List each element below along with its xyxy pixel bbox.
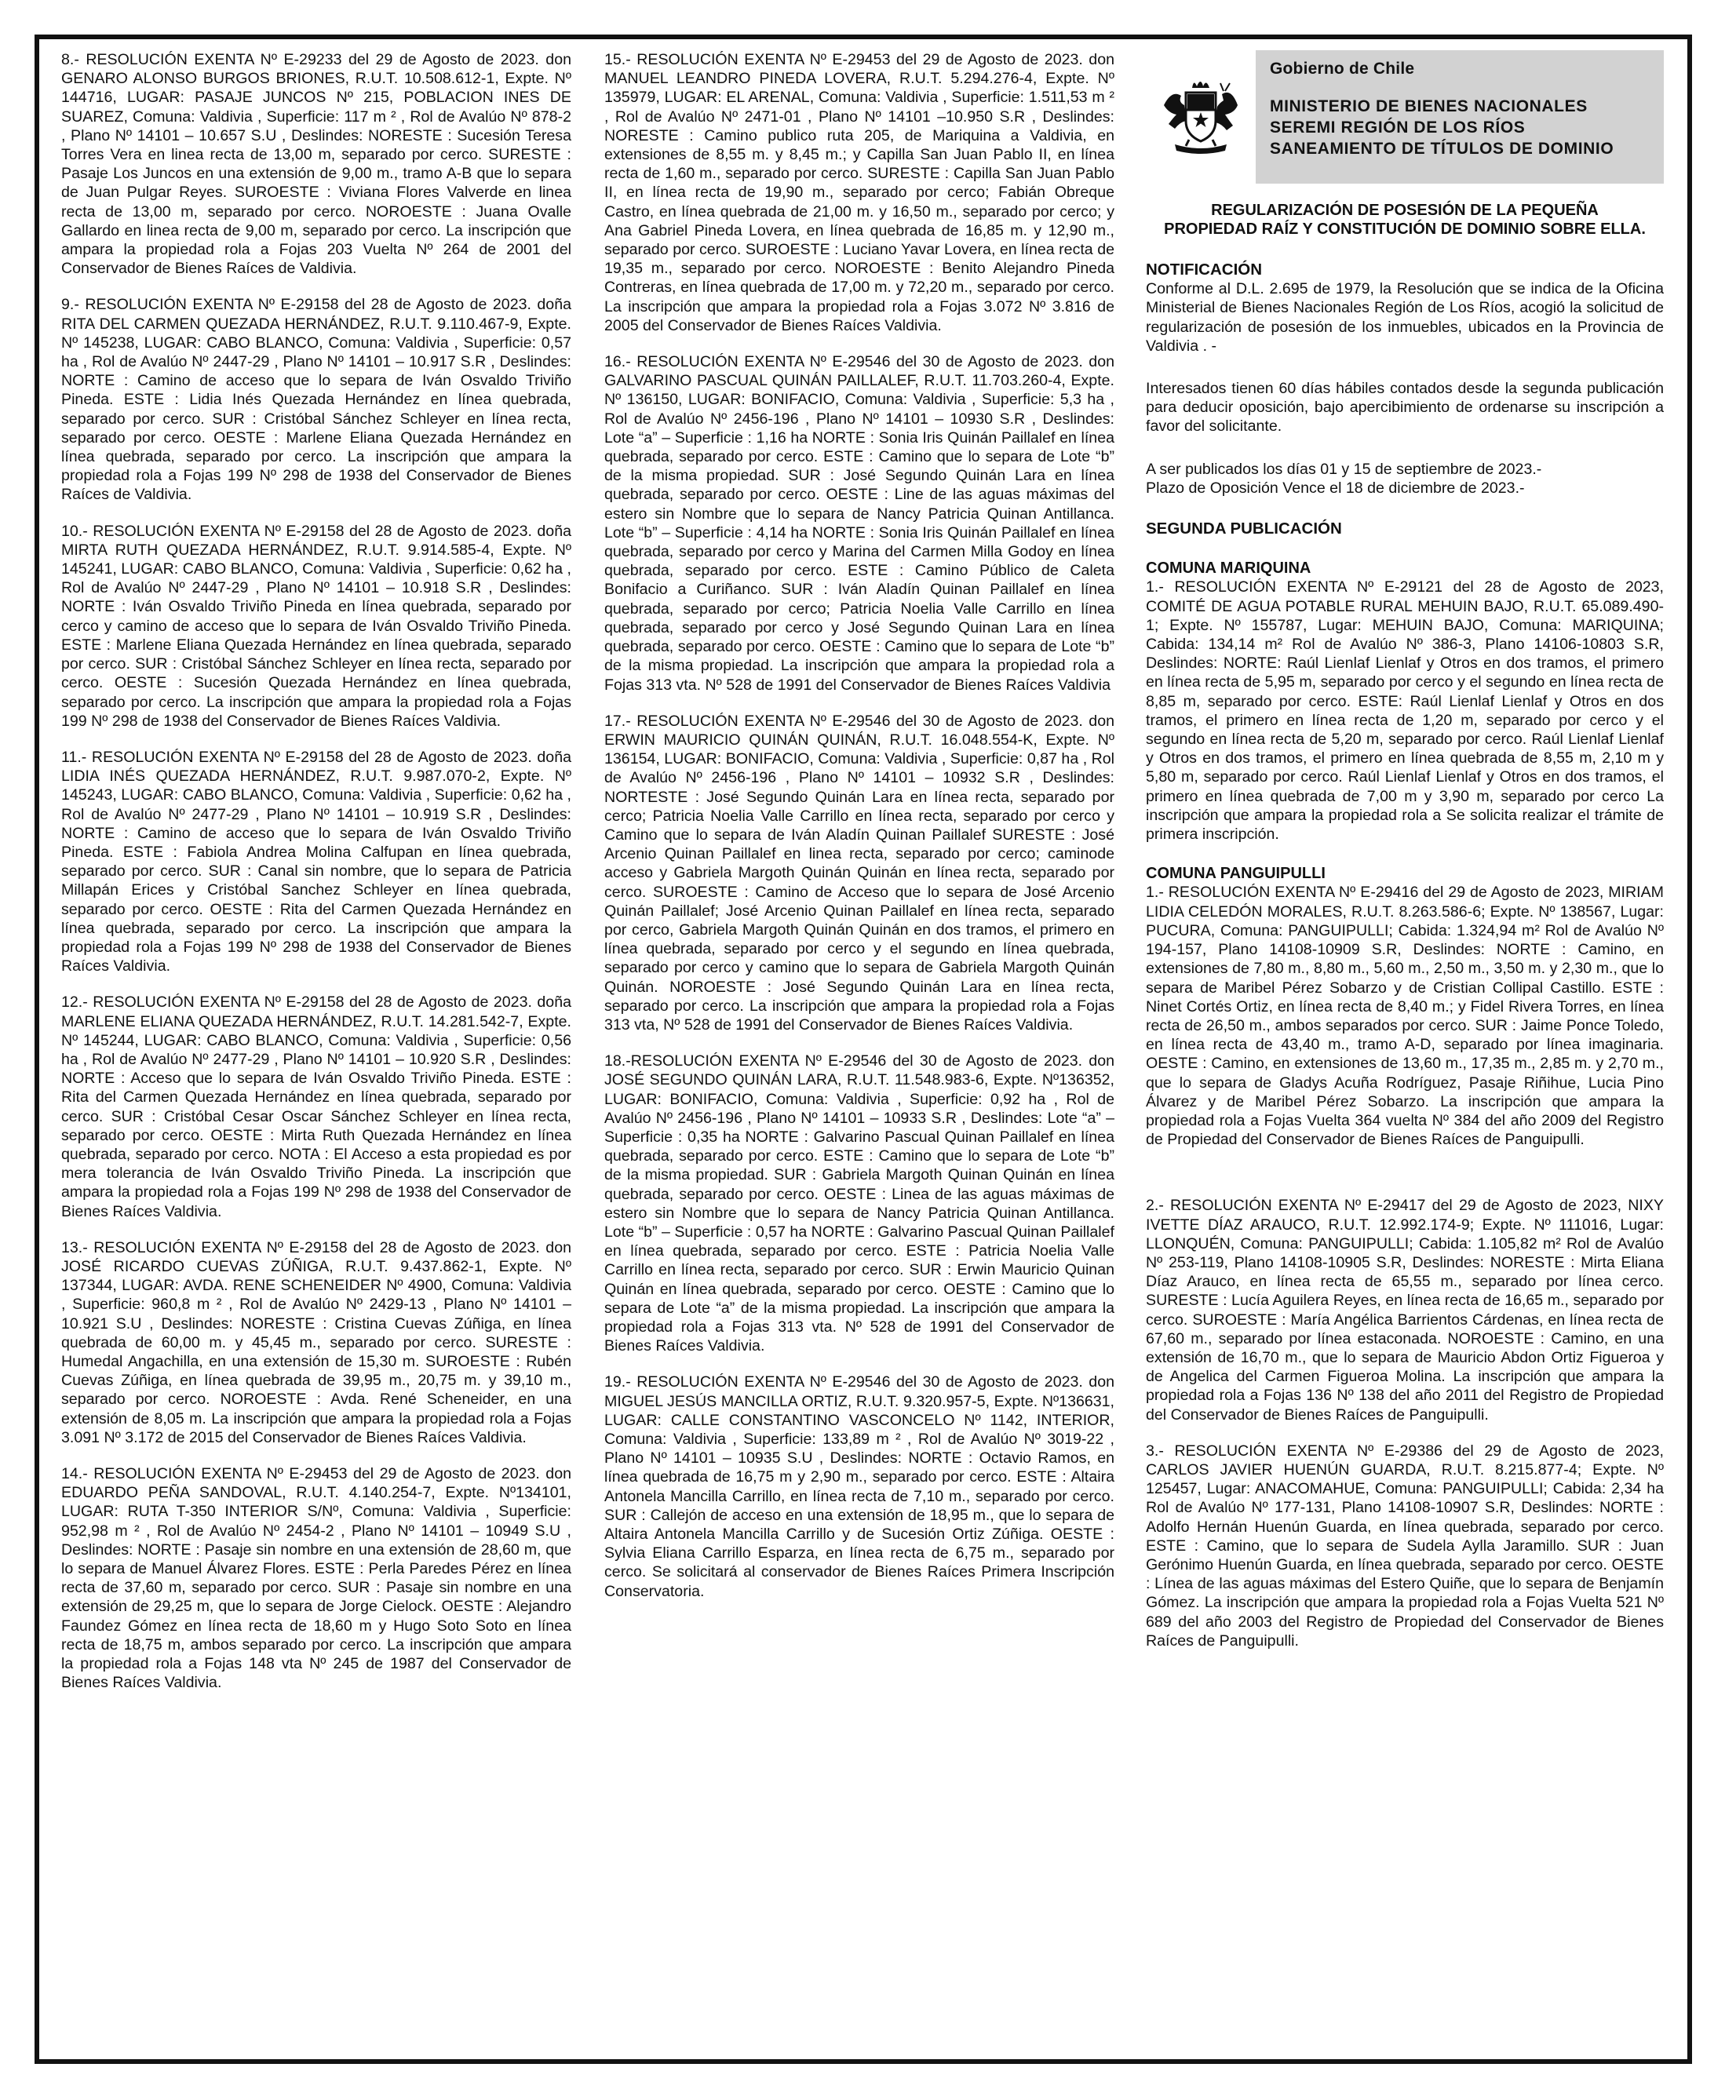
- column-3: [1146, 50, 1664, 1668]
- resolution-entry-15: 15.- RESOLUCIÓN EXENTA Nº E-29453 del 29 de Agosto de 2023. don MANUEL LEANDRO PINEDA LOVERA, R.U.T. 5.294.276-4, Expte. Nº 135979, LUGAR: EL ARENAL, Comuna: Valdivia , Superficie: 1.511,53 m ² , Rol de Avalúo Nº 2471-01 , Plano Nº 14101 –10.950 S.R , Deslindes: NORESTE : Camino publico ruta 205, de Mariquina a Valdivia, en extensiones de 8,55 m. y 8,45 m.; y Capilla San Juan Pablo II, en línea recta de 1,60 m., separado por cerco. SURESTE : Capilla San Juan Pablo II, en línea recta de 19,90 m., separado por cerco; Fabián Obreque Castro, en línea quebrada de 21,00 m. y 16,50 m., separado por cerco; y Ana Gabriel Pineda Lovera, en línea quebrada de 16,85 m. y 12,90 m., separado por cerco. SUROESTE : Luciano Yavar Lovera, en línea recta de 19,35 m., separado por cerco. NOROESTE : Benito Alejandro Pineda Contreras, en línea quebrada de 17,00 m. y 72,20 m., separado por cerco. La inscripción que ampara la propiedad rola a Fojas 3.072 Nº 3.816 de 2005 del Conservador de Bienes Raíces Valdivia.: [604, 51, 1114, 334]
- mariquina-entry-1: 1.- RESOLUCIÓN EXENTA Nº E-29121 del 28 de Agosto de 2023, COMITÉ DE AGUA POTABLE RURAL MEHUIN BAJO, R.U.T. 65.089.490-1; Expte. Nº 155787, Lugar: MEHUIN BAJO, Comuna: MARIQUINA; Cabida: 134,14 m² Rol de Avalúo Nº 386-3, Plano 14106-10803 S.R, Deslindes: NORTE: Raúl Lienlaf Lienlaf y Otros en dos tramos, el primero en línea recta de 5,95 m, separado por cerco y el segundo en línea recta de 8,85 m, separado por cerco. ESTE: Raúl Lienlaf Lienlaf y Otros en dos tramos, el primero en línea recta de 1,20 m, separado por cerco y el segundo en línea recta de 5,20 m, separado por cerco. Raúl Lienlaf Lienlaf y Otros en dos tramos, el primero en línea quebrada de 8,55 m, 2,10 m y 5,80 m, separado por cerco. Raúl Lienlaf Lienlaf y Otros en dos tramos, el primero en línea quebrada de 7,00 m y 3,90 m, separado por cerco La inscripción que ampara la propiedad rola a Se solicita realizar el trámite de primera inscripción.: [1146, 578, 1664, 844]
- notification-heading: NOTIFICACIÓN: [1146, 261, 1263, 279]
- resolution-entry-12: 12.- RESOLUCIÓN EXENTA Nº E-29158 del 28 de Agosto de 2023. doña MARLENE ELIANA QUEZADA HERNÁNDEZ, R.U.T. 14.281.542-7, Expte. Nº 145244, LUGAR: CABO BLANCO, Comuna: Valdivia , Superficie: 0,56 ha , Rol de Avalúo Nº 2477-29 , Plano Nº 14101 – 10.920 S.R , Deslindes: NORTE : Acceso que lo separa de Iván Osvaldo Triviño Pineda. ESTE : Rita del Carmen Quezada Hernández en línea quebrada, separado por cerco. SUR : Cristóbal Cesar Oscar Sánchez Schleyer en línea recta, separado por cerco. OESTE : Mirta Ruth Quezada Hernández en línea quebrada, separado por cerco. NOTA : El Acceso a esta propiedad es por mera tolerancia de Iván Osvaldo Triviño Pineda. La inscripción que ampara la propiedad rola a Fojas 199 Nº 298 de 1938 del Conservador de Bienes Raíces Valdivia.: [61, 993, 571, 1220]
- panguipulli-entry-3: 3.- RESOLUCIÓN EXENTA Nº E-29386 del 29 de Agosto de 2023, CARLOS JAVIER HUENÚN GUARDA, R.U.T. 8.215.877-4; Expte. Nº 125457, Lugar: ANACOMAHUE, Comuna: PANGUIPULLI; Cabida: 2,34 ha Rol de Avalúo Nº 177-131, Plano 14108-10907 S.R, Deslindes: NORTE : Adolfo Hernán Huenún Guarda, en línea quebrada, separado por cerco. ESTE : Camino, que lo separa de Sudela Aylla Jaramillo. SUR : Juan Gerónimo Huenún Guarda, en línea quebrada, separado por cerco. OESTE : Línea de las aguas máximas del Estero Quiñe, que lo separa de Benjamín Gómez. La inscripción que ampara la propiedad rola a Fojas Vuelta 521 Nº 689 del año 2003 del Registro de Propiedad del Conservador de Bienes Raíces de Panguipulli.: [1146, 1442, 1664, 1650]
- notice-title-line-2: PROPIEDAD RAÍZ Y CONSTITUCIÓN DE DOMINIO SOBRE ELLA.: [1164, 221, 1646, 238]
- resolution-entry-11: 11.- RESOLUCIÓN EXENTA Nº E-29158 del 28 de Agosto de 2023. doña LIDIA INÉS QUEZADA HERNÁNDEZ, R.U.T. 9.987.070-2, Expte. Nº 145243, LUGAR: CABO BLANCO, Comuna: Valdivia , Superficie: 0,62 ha , Rol de Avalúo Nº 2477-29 , Plano Nº 14101 – 10.919 S.R , Deslindes: NORTE : Camino de acceso que lo separa de Iván Osvaldo Triviño Pineda. ESTE : Fabiola Andrea Molina Calfupan en línea quebrada, separado por cerco. SUR : Canal sin nombre, que lo separa de Patricia Millapán Erices y Cristóbal Sanchez Schleyer en línea quebrada, separado por cerco. OESTE : Rita del Carmen Quezada Hernández en línea quebrada, separado por cerco. La inscripción que ampara la propiedad rola a Fojas 199 Nº 298 de 1938 del Conservador de Bienes Raíces Valdivia.: [61, 748, 571, 975]
- resolution-entry-13: 13.- RESOLUCIÓN EXENTA Nº E-29158 del 28 de Agosto de 2023. don JOSÉ RICARDO CUEVAS ZÚÑIGA, R.U.T. 9.437.862-1, Expte. Nº 137344, LUGAR: AVDA. RENE SCHENEIDER Nº 4900, Comuna: Valdivia , Superficie: 960,8 m ² , Rol de Avalúo Nº 2429-13 , Plano Nº 14101 – 10.921 S.U , Deslindes: NORESTE : Cristina Cuevas Zúñiga, en línea quebrada de 60,00 m. y 45,45 m., separado por cerco. SURESTE : Humedal Angachilla, en una extensión de 15,30 m. SUROESTE : Rubén Cuevas Zúñiga, en línea quebrada de 39,95 m., 20,75 m. y 39,10 m., separado por cerco. NOROESTE : Avda. René Scheneider, en una extensión de 8,05 m. La inscripción que ampara la propiedad rola a Fojas 3.091 Nº 3.172 de 2015 del Conservador de Bienes Raíces Valdivia.: [61, 1238, 571, 1446]
- comuna-mariquina-heading: COMUNA MARIQUINA: [1146, 560, 1311, 578]
- logo-container: [1146, 50, 1256, 184]
- second-publication-heading: SEGUNDA PUBLICACIÓN: [1146, 520, 1342, 538]
- ministry-line-3: SANEAMIENTO DE TÍTULOS DE DOMINIO: [1270, 140, 1614, 159]
- notification-paragraph-2: Interesados tienen 60 días hábiles contados desde la segunda publicación para deducir oposición, bajo apercibimiento de ordenarse su inscripción a favor del solicitante.: [1146, 380, 1664, 436]
- chile-coat-of-arms-icon: [1158, 74, 1244, 160]
- panguipulli-entry-2: 2.- RESOLUCIÓN EXENTA Nº E-29417 del 29 de Agosto de 2023, NIXY IVETTE DÍAZ ARAUCO, R.U.T. 12.992.174-9; Expte. Nº 111016, Lugar: LLONQUÉN, Comuna: PANGUIPULLI; Cabida: 1.105,82 m² Rol de Avalúo Nº 253-119, Plano 14108-10905 S.R, Deslindes: NORESTE : Mirta Eliana Díaz Arauco, en línea recta de 65,55 m., separado por línea cerco. SURESTE : Lucía Aguilera Reyes, en línea recta de 16,65 m., separado por cerco. SUROESTE : María Angélica Barrientos Cárdenas, en línea recta de 67,60 m., separado por línea estaconada. NOROESTE : Camino, en una extensión de 16,70 m., que lo separa de Mauricio Abdon Ortiz Figueroa y de Angelica del Carmen Figueroa Molina. La inscripción que ampara la propiedad rola a Fojas 136 Nº 138 del año 2011 del Registro de Propiedad del Conservador de Bienes Raíces de Panguipulli.: [1146, 1197, 1664, 1424]
- ministry-line-1: MINISTERIO DE BIENES NACIONALES: [1270, 97, 1588, 116]
- panguipulli-entry-1: 1.- RESOLUCIÓN EXENTA Nº E-29416 del 29 de Agosto de 2023, MIRIAM LIDIA CELEDÓN MORALES, R.U.T. 8.263.586-6; Expte. Nº 138567, Lugar: PUCURA, Comuna: PANGUIPULLI; Cabida: 1.324,94 m² Rol de Avalúo Nº 194-157, Plano 14108-10909 S.R, Deslindes: NORTE : Camino, en extensiones de 7,80 m., 8,80 m., 5,60 m., 2,50 m., 3,50 m. y 2,30 m., que lo separa de Maribel Pérez Sobarzo y de Cristian Collipal Castillo. ESTE : Ninet Cortés Ortiz, en línea recta de 8,40 m.; y Fidel Rivera Torres, en línea recta de 26,50 m., ambos separados por cerco. SUR : Jaime Ponce Toledo, en línea recta de 43,40 m., tramo A-D, separado por línea imaginaria. OESTE : Camino, en extensiones de 13,60 m., 17,35 m., 2,85 m. y 2,70 m., que lo separa de Gladys Acuña Rodríguez, Pasaje Riñihue, Lucia Pino Álvarez y de Maribel Pérez Sobarzo. La inscripción que ampara la propiedad rola a Fojas Vuelta 364 vuelta Nº 384 del año 2009 del Registro de Propiedad del Conservador de Bienes Raíces de Panguipulli.: [1146, 884, 1664, 1149]
- notice-title: [1146, 201, 1664, 239]
- opposition-deadline-line: Plazo de Oposición Vence el 18 de diciembre de 2023.-: [1146, 479, 1525, 497]
- comuna-panguipulli-heading: COMUNA PANGUIPULLI: [1146, 865, 1326, 883]
- resolution-entry-19: 19.- RESOLUCIÓN EXENTA Nº E-29546 del 30 de Agosto de 2023. don MIGUEL JESÚS MANCILLA ORTIZ, R.U.T. 9.320.957-5, Expte. Nº136631, LUGAR: CALLE CONSTANTINO VASCONCELO Nº 1142, INTERIOR, Comuna: Valdivia , Superficie: 133,89 m ² , Rol de Avalúo Nº 3019-22 , Plano Nº 14101 – 10935 S.U , Deslindes: NORTE : Octavio Ramos, en línea quebrada de 16,75 m y 2,90 m., separado por cerco. ESTE : Altaira Antonela Mancilla Carrillo, en línea recta de 7,10 m., separado por cerco. SUR : Callejón de acceso en una extensión de 18,95 m., que lo separa de Altaira Antonela Mancilla Carrillo y de Sucesión Ortiz Zúñiga. OESTE : Sylvia Eliana Carrillo Esparza, en línea recta de 6,75 m., separado por cerco. Se solicitará al conservador de Bienes Raíces Primera Inscripción Conservatoria.: [604, 1373, 1114, 1600]
- resolution-entry-9: 9.- RESOLUCIÓN EXENTA Nº E-29158 del 28 de Agosto de 2023. doña RITA DEL CARMEN QUEZADA HERNÁNDEZ, R.U.T. 9.110.467-9, Expte. Nº 145238, LUGAR: CABO BLANCO, Comuna: Valdivia , Superficie: 0,57 ha , Rol de Avalúo Nº 2447-29 , Plano Nº 14101 – 10.917 S.R , Deslindes: NORTE : Camino de acceso que lo separa de Iván Osvaldo Triviño Pineda. ESTE : Lidia Inés Quezada Hernández en línea quebrada, separado por cerco. SUR : Cristóbal Sánchez Schleyer en línea recta, separado por cerco. OESTE : Marlene Eliana Quezada Hernández en línea quebrada, separado por cerco. La inscripción que ampara la propiedad rola a Fojas 199 Nº 298 de 1938 del Conservador de Bienes Raíces de Valdivia.: [61, 296, 571, 504]
- ministry-line-2: SEREMI REGIÓN DE LOS RÍOS: [1270, 118, 1526, 137]
- resolution-entry-17: 17.- RESOLUCIÓN EXENTA Nº E-29546 del 30 de Agosto de 2023. don ERWIN MAURICIO QUINÁN QUINÁN, R.U.T. 16.048.554-K, Expte. Nº 136154, LUGAR: BONIFACIO, Comuna: Valdivia , Superficie: 0,87 ha , Rol de Avalúo Nº 2456-196 , Plano Nº 14101 – 10932 S.R , Deslindes: NORTESTE : José Segundo Quinán Lara en línea recta, separado por cerco; Patricia Noelia Valle Carrillo en línea recta, separado por cerco y Camino que lo separa de Iván Aladín Quinan Paillalef SURESTE : José Arcenio Quinan Paillalef en linea recta, separado por cerco; caminode acceso y Gabriela Margoth Quinán Quinán en línea recta, separado por cerco. SUROESTE : Camino de Acceso que lo separa de José Arcenio Quinán Paillalef; José Arcenio Quinan Paillalef en línea recta, separado por cerco, Gabriela Margoth Quinán Quinán en dos tramos, el primero en línea quebrada, separado por cerco y el segundo en línea quebrada, separado por cerco y camino que lo separa de Gabriela Margoth Quinán Quinán. NOROESTE : José Segundo Quinán Lara en línea recta, separado por cerco. La inscripción que ampara la propiedad rola a Fojas 313 vta, Nº 528 de 1991 del Conservador de Bienes Raíces Valdivia.: [604, 712, 1114, 1034]
- resolution-entry-14: 14.- RESOLUCIÓN EXENTA Nº E-29453 del 29 de Agosto de 2023. don EDUARDO PEÑA SANDOVAL, R.U.T. 4.140.254-7, Expte. Nº134101, LUGAR: RUTA T-350 INTERIOR S/Nº, Comuna: Valdivia , Superficie: 952,98 m ² , Rol de Avalúo Nº 2454-2 , Plano Nº 14101 – 10949 S.U , Deslindes: NORTE : Pasaje sin nombre en una extensión de 28,60 m, que lo separa de Manuel Álvarez Flores. ESTE : Perla Paredes Pérez en línea recta de 37,60 m, separado por cerco. SUR : Pasaje sin nombre en una extensión de 29,25 m, que lo separa de Jorge Cielock. OESTE : Alejandro Faundez Gómez en línea recta de 18,60 m y Hugo Soto Soto en línea recta de 18,75 m, ambos separado por cerco. La inscripción que ampara la propiedad rola a Fojas 148 vta Nº 245 de 1987 del Conservador de Bienes Raíces Valdivia.: [61, 1465, 571, 1692]
- notification-paragraph-1: Conforme al D.L. 2.695 de 1979, la Resolución que se indica de la Oficina Ministerial de Bienes Nacionales Región de Los Ríos, acogió la solicitud de regularización de posesión de los inmuebles, ubicados en la Provincia de Valdivia . -: [1146, 280, 1664, 355]
- column-1: [61, 50, 571, 1709]
- government-header: [1146, 50, 1664, 184]
- resolution-entry-16: 16.- RESOLUCIÓN EXENTA Nº E-29546 del 30 de Agosto de 2023. don GALVARINO PASCUAL QUINÁN PAILLALEF, R.U.T. 11.703.260-4, Expte. Nº 136150, LUGAR: BONIFACIO, Comuna: Valdivia , Superficie: 5,3 ha , Rol de Avalúo Nº 2456-196 , Plano Nº 14101 – 10930 S.R , Deslindes: Lote “a” – Superficie : 1,16 ha NORTE : Sonia Iris Quinán Paillalef en línea quebrada, separado por cerco. ESTE : Camino que lo separa de Lote “b” de la misma propiedad. SUR : José Segundo Quinán Lara en línea quebrada, separado por cerco. OESTE : Line de las aguas máximas del estero sin Nombre que lo separa de Nancy Patricia Quinan Antillanca. Lote “b” – Superficie : 4,14 ha NORTE : Sonia Iris Quinán Paillalef en línea quebrada, separado por cerco y Marina del Carmen Milla Godoy en línea quebrada, separado por cerco. ESTE : Camino Público de Caleta Bonifacio a Curiñanco. SUR : Iván Aladín Quinan Paillalef en línea quebrada, separado por cerco; Patricia Noelia Valle Carrillo en línea quebrada, separado por cerco y José Segundo Quinan Lara en línea quebrada, separado por cerco. OESTE : Camino que lo separa de Lote “b” de la misma propiedad. La inscripción que ampara la propiedad rola a Fojas 313 vta. Nº 528 de 1991 del Conservador de Bienes Raíces Valdivia: [604, 353, 1114, 694]
- publication-dates-line: A ser publicados los días 01 y 15 de septiembre de 2023.-: [1146, 460, 1542, 478]
- government-name: Gobierno de Chile: [1270, 60, 1415, 78]
- resolution-entry-18: 18.-RESOLUCIÓN EXENTA Nº E-29546 del 30 de Agosto de 2023. don JOSÉ SEGUNDO QUINÁN LARA, R.U.T. 11.548.983-6, Expte. Nº136352, LUGAR: BONIFACIO, Comuna: Valdivia , Superficie: 0,92 ha , Rol de Avalúo Nº 2456-196 , Plano Nº 14101 – 10933 S.R , Deslindes: Lote “a” – Superficie : 0,35 ha NORTE : Galvarino Pascual Quinan Paillalef en línea quebrada, separado por cerco. ESTE : Camino que lo separa de Lote “b” de la misma propiedad. SUR : Gabriela Margoth Quinan Quinán en línea quebrada, separado por cerco. OESTE : Linea de las aguas máximas de estero sin Nombre que lo separa de Nancy Patricia Quinan Antillanca. Lote “b” – Superficie : 0,57 ha NORTE : Galvarino Pascual Quinan Paillalef en línea quebrada, separado por cerco. ESTE : Patricia Noelia Valle Carrillo en línea recta, separado por cerco. SUR : Erwin Mauricio Quinan Quinán en línea quebrada, separado por cerco. OESTE : Camino que lo separa de Lote “a” de la misma propiedad. La inscripción que ampara la propiedad rola a Fojas 313 vta. Nº 528 de 1991 del Conservador de Bienes Raíces Valdivia.: [604, 1052, 1114, 1355]
- publication-dates: [1146, 460, 1664, 498]
- resolution-entry-8: 8.- RESOLUCIÓN EXENTA Nº E-29233 del 29 de Agosto de 2023. don GENARO ALONSO BURGOS BRIONES, R.U.T. 10.508.612-1, Expte. Nº 144716, LUGAR: PASAJE JUNCOS Nº 215, POBLACION INES DE SUAREZ, Comuna: Valdivia , Superficie: 117 m ² , Rol de Avalúo Nº 878-2 , Plano Nº 14101 – 10.657 S.U , Deslindes: NORESTE : Sucesión Teresa Torres Vera en linea recta de 13,00 m, separado por cerco. SURESTE : Pasaje Los Juncos en una extensión de 9,00 m., tramo A-B que lo separa de Juan Pulgar Reyes. SUROESTE : Viviana Flores Valverde en linea recta de 13,00 m, separado por cerco. NOROESTE : Juana Ovalle Gallardo en linea recta de 9,00 m, separado por cerco. La inscripción que ampara la propiedad rola a Fojas 203 Vuelta Nº 264 de 2001 del Conservador de Bienes Raíces de Valdivia.: [61, 51, 571, 278]
- column-2: [604, 50, 1114, 1618]
- resolution-entry-10: 10.- RESOLUCIÓN EXENTA Nº E-29158 del 28 de Agosto de 2023. doña MIRTA RUTH QUEZADA HERNÁNDEZ, R.U.T. 9.914.585-4, Expte. Nº 145241, LUGAR: CABO BLANCO, Comuna: Valdivia , Superficie: 0,62 ha , Rol de Avalúo Nº 2447-29 , Plano Nº 14101 – 10.918 S.R , Deslindes: NORTE : Iván Osvaldo Triviño Pineda en línea quebrada, separado por cerco y camino de acceso que lo separa de Iván Osvaldo Triviño Pineda. ESTE : Marlene Eliana Quezada Hernández en línea quebrada, separado por cerco. SUR : Cristóbal Sánchez Schleyer en línea recta, separado por cerco. OESTE : Sucesión Quezada Hernández en línea quebrada, separado por cerco. La inscripción que ampara la propiedad rola a Fojas 199 Nº 298 de 1938 del Conservador de Bienes Raíces Valdivia.: [61, 522, 571, 730]
- notice-title-line-1: REGULARIZACIÓN DE POSESIÓN DE LA PEQUEÑA: [1211, 202, 1599, 219]
- newspaper-notice-page: [35, 35, 1692, 2064]
- ministry-box: [1256, 50, 1664, 184]
